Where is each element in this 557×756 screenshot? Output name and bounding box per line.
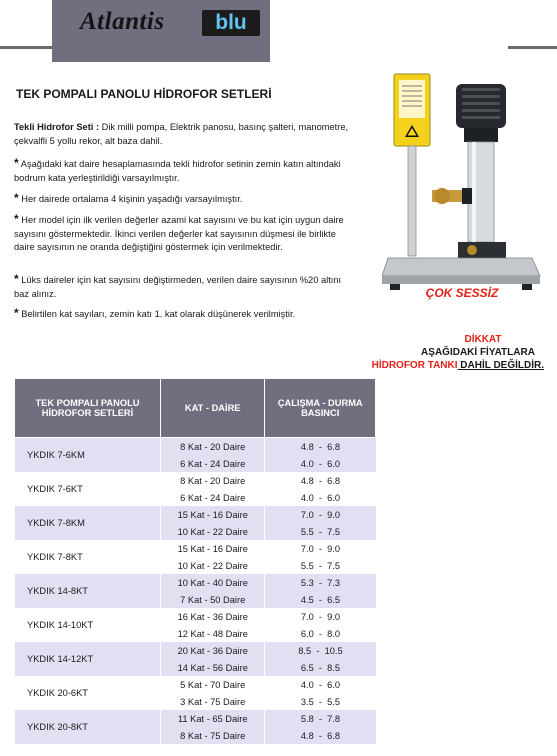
- note-text: Aşağıdaki kat daire hesaplamasında tekli hidrofor setinin zemin katın altındaki bodrum kata yerleştirildiği varsayılmıştır.: [14, 159, 341, 183]
- pressure-cell: 4.5 - 6.5: [265, 591, 376, 608]
- floors-cell: 8 Kat - 20 Daire: [161, 472, 265, 489]
- header-rule-left: [0, 46, 52, 49]
- note-text: Lüks daireler için kat sayısını değiştirmeden, verilen daire sayısının %20 altını baz alınız.: [14, 275, 342, 299]
- intro-label: Tekli Hidrofor Seti :: [14, 122, 100, 132]
- brand-logo-blu: blu: [202, 10, 260, 36]
- pressure-cell: 5.8 - 7.8: [265, 710, 376, 727]
- pressure-cell: 7.0 - 9.0: [265, 506, 376, 523]
- price-warning: [352, 333, 544, 372]
- pressure-cell: 8.5 - 10.5: [265, 642, 376, 659]
- floors-cell: 10 Kat - 40 Daire: [161, 574, 265, 591]
- brand-header: [52, 0, 270, 62]
- model-cell: YKDIK 14-8KT: [15, 574, 161, 608]
- floors-cell: 15 Kat - 16 Daire: [161, 506, 265, 523]
- pressure-cell: 7.0 - 9.0: [265, 540, 376, 557]
- floors-cell: 7 Kat - 50 Daire: [161, 591, 265, 608]
- table-row: [15, 438, 376, 456]
- model-cell: YKDIK 20-6KT: [15, 676, 161, 710]
- pressure-cell: 4.0 - 6.0: [265, 489, 376, 506]
- bullet-star-icon: *: [14, 191, 19, 205]
- intro-paragraph: [14, 121, 354, 148]
- note-5: [14, 307, 354, 322]
- note-text: Belirtilen kat sayıları, zemin katı 1. kat olarak düşünerek verilmiştir.: [21, 309, 296, 319]
- warning-line-2: AŞAĞIDAKİ FİYATLARA: [421, 347, 535, 358]
- model-cell: YKDIK 14-12KT: [15, 642, 161, 676]
- pressure-cell: 5.5 - 7.5: [265, 523, 376, 540]
- floors-cell: 12 Kat - 48 Daire: [161, 625, 265, 642]
- note-text: Her dairede ortalama 4 kişinin yaşadığı varsayılmıştır.: [21, 194, 243, 204]
- pressure-cell: 4.0 - 6.0: [265, 455, 376, 472]
- floors-cell: 15 Kat - 16 Daire: [161, 540, 265, 557]
- bullet-star-icon: *: [14, 306, 19, 320]
- bullet-star-icon: *: [14, 272, 19, 286]
- note-3: [14, 213, 354, 255]
- floors-cell: 20 Kat - 36 Daire: [161, 642, 265, 659]
- column-header-floors: KAT - DAİRE: [161, 379, 265, 438]
- table-body: [15, 438, 376, 745]
- floors-cell: 10 Kat - 22 Daire: [161, 557, 265, 574]
- floors-cell: 3 Kat - 75 Daire: [161, 693, 265, 710]
- pressure-cell: 6.0 - 8.0: [265, 625, 376, 642]
- model-cell: YKDIK 7-6KM: [15, 438, 161, 473]
- floors-cell: 10 Kat - 22 Daire: [161, 523, 265, 540]
- table-row: [15, 540, 376, 557]
- model-cell: YKDIK 20-8KT: [15, 710, 161, 744]
- pressure-cell: 4.0 - 6.0: [265, 676, 376, 693]
- intro-text: Dik milli pompa, Elektrik panosu, basınç şalteri, manometre, çekvalfli 5 yollu rekor, alt baza dahil.: [14, 122, 349, 146]
- floors-cell: 6 Kat - 24 Daire: [161, 455, 265, 472]
- column-header-model: TEK POMPALI PANOLU HİDROFOR SETLERİ: [15, 379, 161, 438]
- note-2: [14, 192, 354, 207]
- page-title: TEK POMPALI PANOLU HİDROFOR SETLERİ: [16, 87, 272, 101]
- header-rule-right: [508, 46, 557, 49]
- table-row: [15, 710, 376, 727]
- column-header-pressure: ÇALIŞMA - DURMA BASINCI: [265, 379, 376, 438]
- product-caption: ÇOK SESSİZ: [425, 286, 499, 300]
- pressure-cell: 7.0 - 9.0: [265, 608, 376, 625]
- pressure-cell: 5.5 - 7.5: [265, 557, 376, 574]
- note-4: [14, 273, 354, 301]
- model-cell: YKDIK 7-6KT: [15, 472, 161, 506]
- warning-tank: HİDROFOR TANKI: [371, 360, 458, 371]
- bullet-star-icon: *: [14, 156, 19, 170]
- table-row: [15, 574, 376, 591]
- pressure-cell: 4.8 - 6.8: [265, 727, 376, 744]
- note-1: [14, 157, 354, 185]
- note-text: Her model için ilk verilen değerler azami kat sayısını ve bu kat için uygun daire sayısını göstermektedir. İkinci verilen değerler kat sayısının düşmesi ile birlikte daire sayısının ne oranda değiştiğini göstermek için verilmektedir.: [14, 215, 344, 252]
- floors-cell: 16 Kat - 36 Daire: [161, 608, 265, 625]
- floors-cell: 14 Kat - 56 Daire: [161, 659, 265, 676]
- table-row: [15, 608, 376, 625]
- model-cell: YKDIK 7-8KM: [15, 506, 161, 540]
- warning-title: DİKKAT: [464, 334, 502, 345]
- floors-cell: 5 Kat - 70 Daire: [161, 676, 265, 693]
- floors-cell: 8 Kat - 75 Daire: [161, 727, 265, 744]
- pressure-cell: 4.8 - 6.8: [265, 438, 376, 456]
- pressure-cell: 5.3 - 7.3: [265, 574, 376, 591]
- model-cell: YKDIK 7-8KT: [15, 540, 161, 574]
- hydrophore-spec-table: [14, 378, 376, 744]
- pressure-cell: 4.8 - 6.8: [265, 472, 376, 489]
- table-row: [15, 472, 376, 489]
- pressure-cell: 3.5 - 5.5: [265, 693, 376, 710]
- table-row: [15, 506, 376, 523]
- bullet-star-icon: *: [14, 212, 19, 226]
- floors-cell: 8 Kat - 20 Daire: [161, 438, 265, 456]
- brand-logo-text: Atlantis: [80, 8, 165, 35]
- floors-cell: 6 Kat - 24 Daire: [161, 489, 265, 506]
- table-row: [15, 676, 376, 693]
- table-row: [15, 642, 376, 659]
- pressure-cell: 6.5 - 8.5: [265, 659, 376, 676]
- floors-cell: 11 Kat - 65 Daire: [161, 710, 265, 727]
- pump-set-image: [382, 70, 542, 302]
- table-header-row: [15, 379, 376, 438]
- model-cell: YKDIK 14-10KT: [15, 608, 161, 642]
- warning-not-included: DAHİL DEĞİLDİR.: [457, 360, 544, 371]
